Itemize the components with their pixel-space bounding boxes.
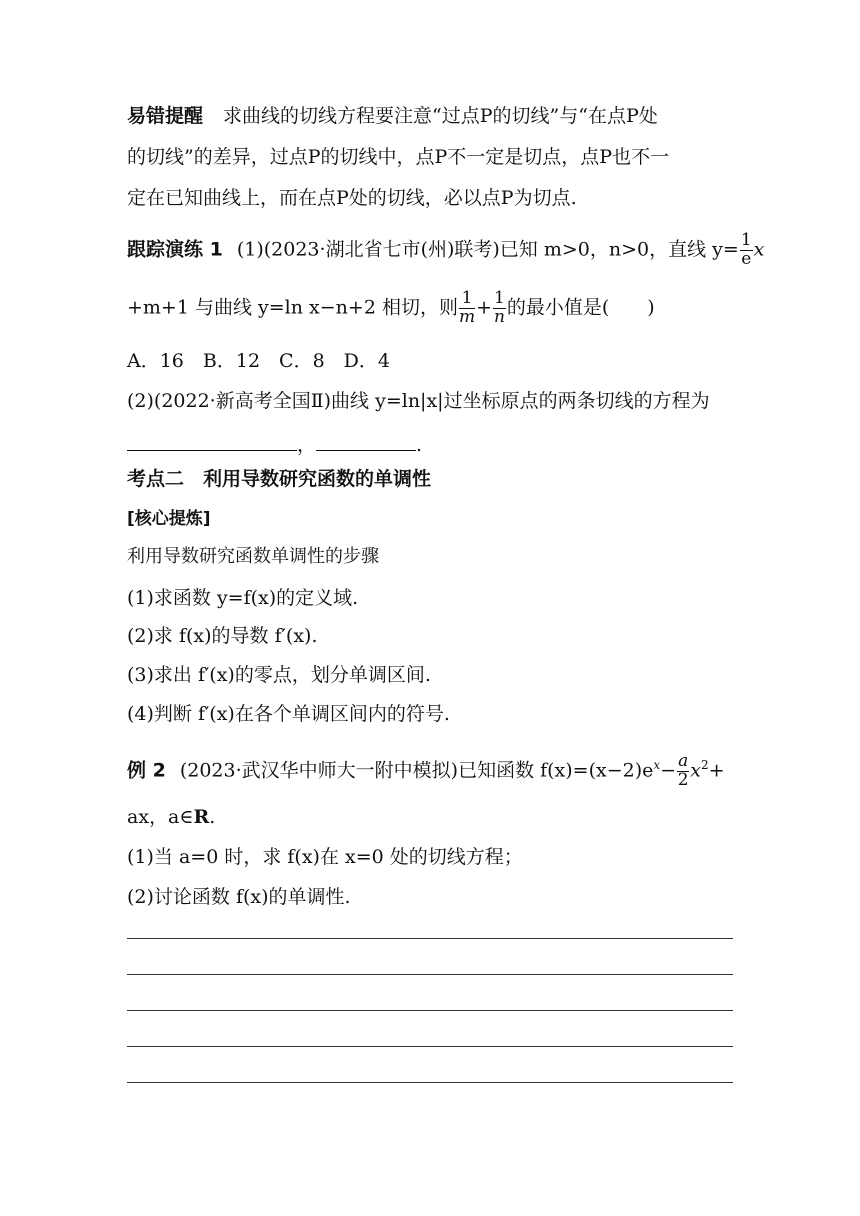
tip-heading: 易错提醒 [127,105,204,127]
step-1: (1)求函数 y=f(x)的定义域. [127,587,359,609]
core-heading: [核心提炼] [127,509,211,529]
answer-line[interactable] [127,1082,733,1083]
section-title: 考点二 利用导数研究函数的单调性 [127,468,432,490]
practice-q2-answer-line: ， . [127,434,422,455]
practice-q2: (2)(2022·新高考全国Ⅱ)曲线 y=ln|x|过坐标原点的两条切线的方程为 [127,390,710,412]
tip-line-1 [127,107,658,126]
practice-line-1: 跟踪演练 1 (1)(2023·湖北省七市(州)联考)已知 m>0，n>0，直线 y= $\frac{1}{e}$ x [127,230,765,269]
answer-line[interactable] [127,1046,733,1047]
step-4: (4)判断 f′(x)在各个单调区间内的符号. [127,703,450,725]
practice-line-2: +m+1 与曲线 y=ln x−n+2 相切，则 $\frac{1}{m}$ + $\frac{1}{n}$ 的最小值是( ) [127,288,655,327]
section-intro: 利用导数研究函数单调性的步骤 [127,546,379,567]
practice-q1-cont: +m+1 与曲线 y=ln x−n+2 相切，则 [127,296,458,319]
fraction-a-over-2: $\frac{a}{2}$ [677,751,689,790]
example-line-2: ax，a∈R. [127,806,216,828]
example-q1: (1)当 a=0 时，求 f(x)在 x=0 处的切线方程； [127,846,523,868]
answer-blank-1[interactable] [127,434,297,451]
example-q2: (2)讨论函数 f(x)的单调性. [127,886,351,908]
example-heading: 例 2 [127,759,166,782]
practice-options: A．16 B．12 C．8 D．4 [127,350,390,372]
step-3: (3)求出 f′(x)的零点，划分单调区间. [127,664,431,686]
example-text-1: (2023·武汉华中师大一附中模拟)已知函数 f(x)=(x−2)e [179,759,654,782]
tip-text-3: 定在已知曲线上，而在点P处的切线，必以点P为切点. [127,187,577,209]
tip-text-2: 的切线”的差异，过点P的切线中，点P不一定是切点，点P也不一 [127,146,670,168]
fraction-1-over-m: $\frac{1}{m}$ [458,288,476,327]
practice-q1-text: (1)(2023·湖北省七市(州)联考)已知 m>0，n>0，直线 y= [236,238,739,261]
practice-q1-ending: 的最小值是( ) [506,296,655,319]
tip-text-1: 求曲线的切线方程要注意“过点P的切线”与“在点P处 [223,105,658,127]
answer-blank-2[interactable] [316,434,416,451]
answer-line[interactable] [127,1010,733,1011]
practice-heading: 跟踪演练 1 [127,238,223,261]
answer-line[interactable] [127,938,733,939]
fraction-1-over-n: $\frac{1}{n}$ [493,288,505,327]
answer-line[interactable] [127,974,733,975]
fraction-1-over-e: $\frac{1}{e}$ [740,230,752,269]
step-2: (2)求 f(x)的导数 f′(x). [127,625,318,647]
example-line-1: 例 2 (2023·武汉华中师大一附中模拟)已知函数 $f(x)=(x-2)e^x-$ $\frac{a}{2}$ $x^2+$ [127,751,725,790]
